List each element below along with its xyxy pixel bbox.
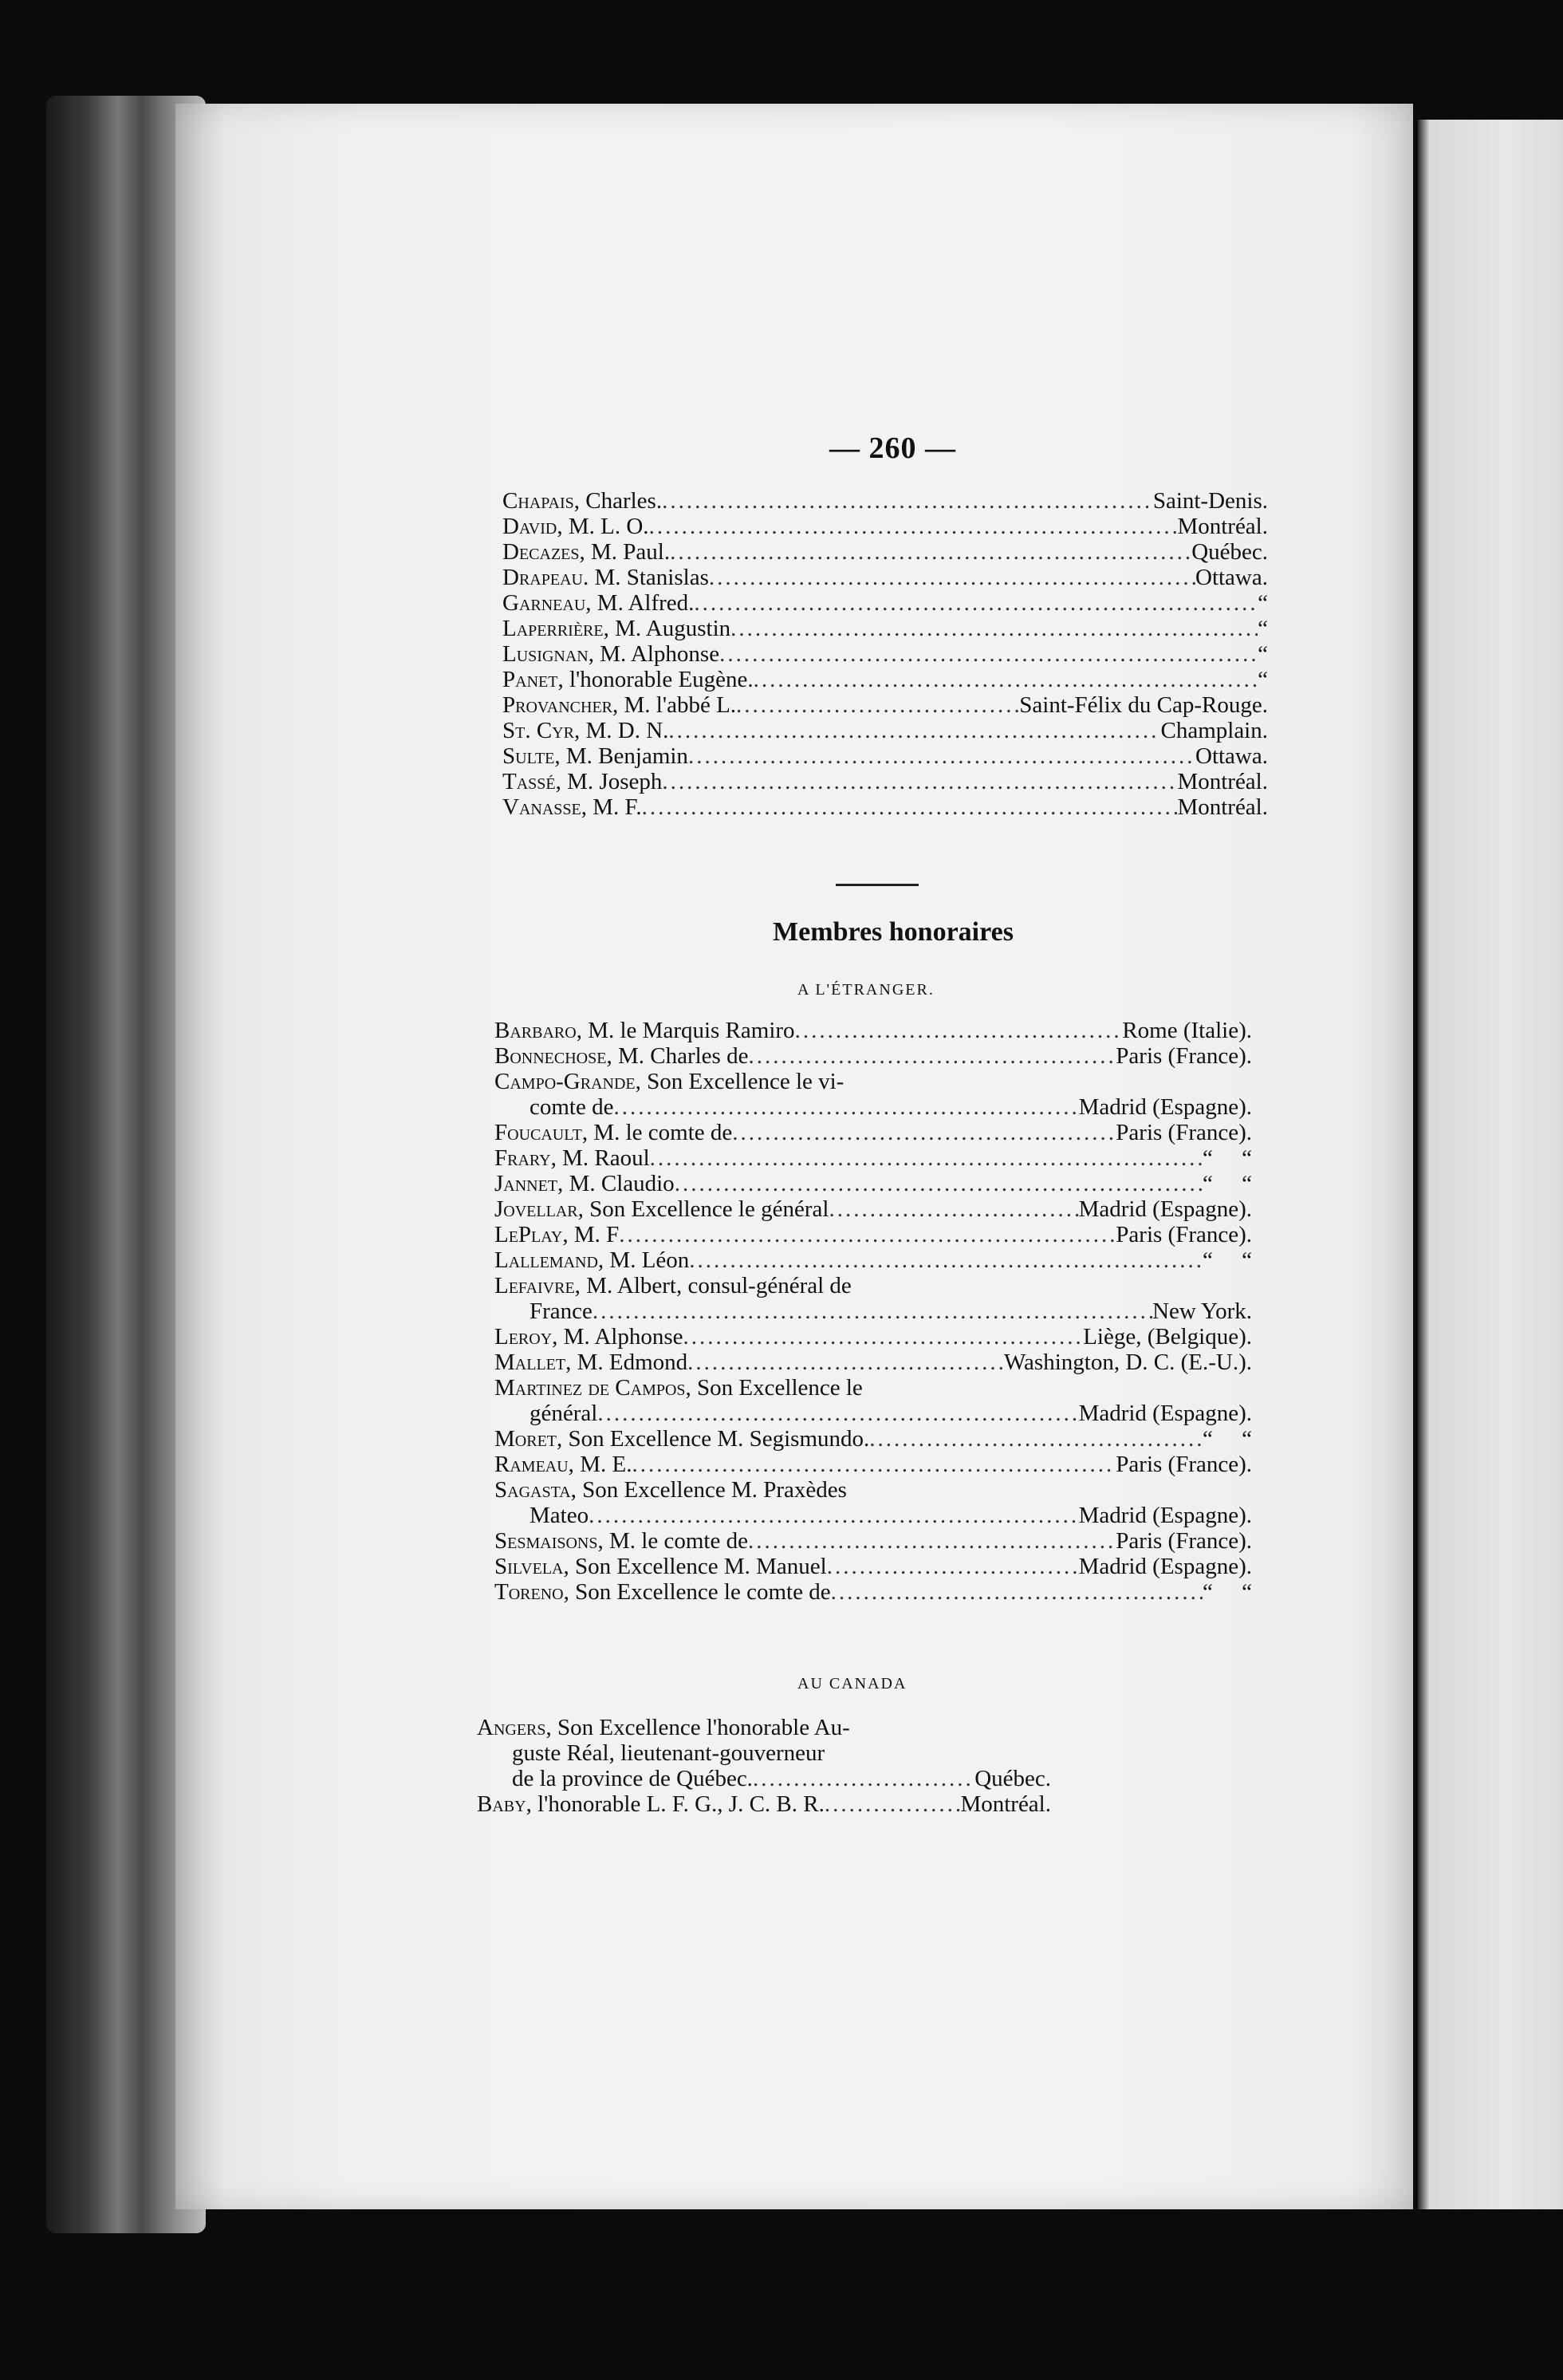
entry-surname: Sesmaisons, <box>494 1528 604 1554</box>
entry-surname: Laperrière, <box>502 616 609 641</box>
entry-name <box>494 1018 795 1043</box>
entry-name <box>502 565 709 590</box>
member-entry <box>502 641 1268 667</box>
leader-dots <box>719 641 1258 667</box>
leader-dots <box>650 1145 1203 1171</box>
entry-location: “ “ <box>1203 1145 1252 1171</box>
adjacent-page-edge <box>1418 120 1563 2209</box>
entry-given: France <box>530 1298 593 1324</box>
entry-given: Mateo <box>530 1503 589 1528</box>
entry-name <box>530 1401 597 1426</box>
entry-given: M. Alfred. <box>591 590 695 616</box>
member-entry <box>502 794 1268 820</box>
leader-dots <box>619 1222 1116 1247</box>
honorary-abroad-entry <box>494 1196 1252 1222</box>
entry-location: Paris (France). <box>1116 1452 1252 1477</box>
entry-name <box>530 1503 589 1528</box>
entry-surname: Baby, <box>477 1791 532 1817</box>
honorary-canada-entry <box>477 1791 1051 1817</box>
section-title: Membres honoraires <box>773 917 1014 947</box>
entry-location: Paris (France). <box>1116 1043 1252 1069</box>
entry-given: M. Stanislas <box>589 565 709 590</box>
leader-dots <box>632 1452 1116 1477</box>
entry-name <box>494 1579 831 1605</box>
entry-name <box>494 1222 619 1247</box>
entry-name <box>494 1247 689 1273</box>
entry-name <box>494 1554 827 1579</box>
entry-name <box>502 718 668 743</box>
section-divider <box>836 884 919 886</box>
entry-surname: Angers, <box>477 1715 552 1740</box>
entry-surname: St. Cyr, <box>502 718 581 743</box>
entry-surname: Moret, <box>494 1426 563 1452</box>
entry-location: “ “ <box>1203 1579 1252 1605</box>
entry-given: Son Excellence le <box>691 1375 863 1401</box>
entry-name <box>477 1715 850 1740</box>
entry-name <box>494 1196 829 1222</box>
entry-given: comte de <box>530 1094 614 1120</box>
leader-dots <box>736 692 1019 718</box>
entry-name <box>530 1298 593 1324</box>
entry-given: général <box>530 1401 598 1426</box>
entry-surname: Garneau, <box>502 590 592 616</box>
leader-dots <box>732 1120 1116 1145</box>
honorary-abroad-entry <box>494 1247 1252 1273</box>
entry-surname: Provancher, <box>502 692 619 718</box>
entry-given: M. Charles de <box>612 1043 749 1069</box>
entry-surname: Chapais, <box>502 488 580 514</box>
entry-location: Madrid (Espagne). <box>1078 1554 1252 1579</box>
entry-location: “ <box>1258 667 1268 692</box>
abroad-list <box>494 1018 1252 1605</box>
entry-name <box>502 590 694 616</box>
canada-heading: AU CANADA <box>797 1675 907 1692</box>
leader-dots <box>825 1791 961 1817</box>
leader-dots <box>730 616 1258 641</box>
honorary-abroad-entry <box>494 1018 1252 1043</box>
entry-location: Montréal. <box>1177 514 1268 539</box>
entry-surname: Foucault, <box>494 1120 589 1145</box>
entry-location: Ottawa. <box>1195 743 1268 769</box>
entry-given: M. Augustin <box>608 616 731 641</box>
entry-location: Saint-Denis. <box>1152 488 1268 514</box>
entry-name <box>494 1324 683 1350</box>
leader-dots <box>683 1324 1084 1350</box>
entry-location: Paris (France). <box>1116 1528 1252 1554</box>
entry-surname: Lallemand, <box>494 1247 604 1273</box>
leader-dots <box>694 590 1258 616</box>
entry-surname: Martinez de Campos, <box>494 1375 691 1401</box>
entry-location: Saint-Félix du Cap-Rouge. <box>1019 692 1268 718</box>
entry-location: Champlain. <box>1160 718 1268 743</box>
entry-name <box>494 1375 863 1401</box>
entry-surname: Sulte, <box>502 743 561 769</box>
entry-location: Paris (France). <box>1116 1222 1252 1247</box>
honorary-abroad-entry <box>494 1350 1252 1375</box>
entry-surname: Campo-Grande, <box>494 1069 641 1094</box>
entry-location: Liège, (Belgique). <box>1083 1324 1252 1350</box>
honorary-abroad-entry <box>494 1503 1252 1528</box>
entry-given: M. Paul. <box>585 539 671 565</box>
entry-surname: Mallet, <box>494 1350 572 1375</box>
entry-name <box>502 743 688 769</box>
entry-name <box>494 1477 847 1503</box>
leader-dots <box>675 1171 1203 1196</box>
entry-given: Son Excellence l'honorable Au- <box>551 1715 850 1740</box>
entry-surname: Sagasta, <box>494 1477 577 1503</box>
entry-given: M. Léon <box>604 1247 690 1273</box>
entry-given: M. Albert, consul-général de <box>580 1273 852 1298</box>
entry-name <box>512 1766 753 1791</box>
entry-given: guste Réal, lieutenant-gouverneur <box>512 1740 825 1766</box>
entry-name <box>502 616 730 641</box>
member-entry <box>502 769 1268 794</box>
entry-surname: Jannet, <box>494 1171 564 1196</box>
leader-dots <box>688 743 1195 769</box>
entry-location: Washington, D. C. (E.-U.). <box>1004 1350 1252 1375</box>
entry-name <box>502 769 662 794</box>
member-entry <box>502 539 1268 565</box>
entry-location: Montréal. <box>1177 794 1268 820</box>
entry-location: Paris (France). <box>1116 1120 1252 1145</box>
leader-dots <box>597 1401 1078 1426</box>
entry-surname: Drapeau. <box>502 565 589 590</box>
leader-dots <box>753 1766 974 1791</box>
member-entry <box>502 718 1268 743</box>
entry-name <box>502 514 649 539</box>
entry-location: Madrid (Espagne). <box>1078 1094 1252 1120</box>
leader-dots <box>748 1528 1116 1554</box>
entry-given: M. le comte de <box>588 1120 733 1145</box>
entry-surname: Leroy, <box>494 1324 558 1350</box>
honorary-abroad-entry <box>494 1324 1252 1350</box>
entry-location: New York. <box>1152 1298 1252 1324</box>
entry-location: Rome (Italie). <box>1122 1018 1252 1043</box>
leader-dots <box>662 488 1153 514</box>
entry-location: “ “ <box>1203 1247 1252 1273</box>
leader-dots <box>869 1426 1203 1452</box>
honorary-abroad-entry <box>494 1579 1252 1605</box>
leader-dots <box>668 718 1160 743</box>
entry-name <box>502 539 670 565</box>
honorary-canada-entry <box>477 1740 1051 1766</box>
honorary-abroad-entry <box>494 1477 1252 1503</box>
entry-name <box>494 1145 650 1171</box>
canada-list <box>477 1715 1051 1817</box>
entry-given: M. F <box>568 1222 620 1247</box>
entry-name <box>494 1171 675 1196</box>
honorary-abroad-entry <box>494 1528 1252 1554</box>
leader-dots <box>829 1196 1078 1222</box>
entry-surname: Bonnechose, <box>494 1043 612 1069</box>
entry-name <box>512 1740 825 1766</box>
entry-given: M. L. O. <box>562 514 649 539</box>
entry-name <box>494 1350 687 1375</box>
entry-name <box>502 692 736 718</box>
leader-dots <box>687 1350 1004 1375</box>
members-list <box>502 488 1268 820</box>
honorary-canada-entry <box>477 1715 1051 1740</box>
member-entry <box>502 667 1268 692</box>
honorary-abroad-entry <box>494 1554 1252 1579</box>
entry-given: M. l'abbé L. <box>618 692 737 718</box>
entry-surname: Vanasse, <box>502 794 587 820</box>
entry-given: l'honorable Eugène. <box>563 667 754 692</box>
entry-name <box>477 1791 825 1817</box>
honorary-abroad-entry <box>494 1120 1252 1145</box>
leader-dots <box>831 1579 1203 1605</box>
entry-name <box>494 1426 869 1452</box>
entry-given: M. D. N. <box>580 718 669 743</box>
leader-dots <box>593 1298 1152 1324</box>
honorary-abroad-entry <box>494 1069 1252 1094</box>
entry-location: Montréal. <box>960 1791 1051 1817</box>
entry-location: Québec. <box>1191 539 1268 565</box>
honorary-abroad-entry <box>494 1401 1252 1426</box>
entry-name <box>494 1528 748 1554</box>
entry-location: Ottawa. <box>1195 565 1268 590</box>
entry-location: “ <box>1258 590 1268 616</box>
entry-given: M. le Marquis Ramiro <box>581 1018 795 1043</box>
entry-given: M. E. <box>573 1452 632 1477</box>
entry-location: Madrid (Espagne). <box>1078 1196 1252 1222</box>
entry-surname: LePlay, <box>494 1222 569 1247</box>
member-entry <box>502 616 1268 641</box>
entry-surname: Rameau, <box>494 1452 574 1477</box>
member-entry <box>502 488 1268 514</box>
leader-dots <box>649 514 1178 539</box>
leader-dots <box>748 1043 1116 1069</box>
entry-given: Son Excellence M. Manuel <box>569 1554 827 1579</box>
leader-dots <box>670 539 1191 565</box>
leader-dots <box>795 1018 1123 1043</box>
entry-given: M. Edmond <box>571 1350 688 1375</box>
honorary-abroad-entry <box>494 1222 1252 1247</box>
abroad-heading: A L'ÉTRANGER. <box>797 981 935 999</box>
entry-location: “ <box>1258 616 1268 641</box>
honorary-canada-entry <box>477 1766 1051 1791</box>
member-entry <box>502 565 1268 590</box>
leader-dots <box>642 794 1178 820</box>
entry-surname: Lusignan, <box>502 641 594 667</box>
member-entry <box>502 590 1268 616</box>
member-entry <box>502 743 1268 769</box>
leader-dots <box>827 1554 1079 1579</box>
entry-given: l'honorable L. F. G., J. C. B. R. <box>531 1791 825 1817</box>
entry-name <box>494 1452 632 1477</box>
leader-dots <box>662 769 1177 794</box>
member-entry <box>502 692 1268 718</box>
honorary-abroad-entry <box>494 1298 1252 1324</box>
leader-dots <box>689 1247 1203 1273</box>
entry-location: “ “ <box>1203 1171 1252 1196</box>
member-entry <box>502 514 1268 539</box>
honorary-abroad-entry <box>494 1145 1252 1171</box>
entry-given: M. le comte de <box>603 1528 748 1554</box>
leader-dots <box>754 667 1258 692</box>
entry-surname: Frary, <box>494 1145 557 1171</box>
entry-given: M. Alphonse <box>593 641 720 667</box>
entry-given: M. Joseph <box>561 769 663 794</box>
entry-given: M. Raoul <box>556 1145 650 1171</box>
entry-given: M. Alphonse <box>557 1324 683 1350</box>
honorary-abroad-entry <box>494 1375 1252 1401</box>
entry-name <box>494 1273 852 1298</box>
leader-dots <box>709 565 1195 590</box>
entry-given: de la province de Québec. <box>512 1766 753 1791</box>
leader-dots <box>589 1503 1078 1528</box>
honorary-abroad-entry <box>494 1452 1252 1477</box>
entry-surname: Tassé, <box>502 769 561 794</box>
entry-name <box>502 641 719 667</box>
entry-location: “ “ <box>1203 1426 1252 1452</box>
entry-location: Madrid (Espagne). <box>1078 1503 1252 1528</box>
honorary-abroad-entry <box>494 1426 1252 1452</box>
entry-location: Montréal. <box>1177 769 1268 794</box>
entry-given: Son Excellence le général <box>583 1196 829 1222</box>
entry-location: “ <box>1258 641 1268 667</box>
entry-surname: Silvela, <box>494 1554 569 1579</box>
entry-given: Son Excellence le vi- <box>640 1069 844 1094</box>
entry-given: M. F. <box>587 794 642 820</box>
entry-given: Charles. <box>580 488 663 514</box>
entry-given: M. Benjamin <box>560 743 688 769</box>
entry-name <box>502 794 642 820</box>
honorary-abroad-entry <box>494 1171 1252 1196</box>
entry-surname: Lefaivre, <box>494 1273 581 1298</box>
entry-surname: Jovellar, <box>494 1196 584 1222</box>
entry-surname: David, <box>502 514 563 539</box>
entry-given: Son Excellence M. Segismundo. <box>562 1426 870 1452</box>
honorary-abroad-entry <box>494 1094 1252 1120</box>
entry-given: M. Claudio <box>563 1171 675 1196</box>
entry-name <box>530 1094 613 1120</box>
honorary-abroad-entry <box>494 1043 1252 1069</box>
entry-surname: Decazes, <box>502 539 585 565</box>
entry-name <box>494 1043 748 1069</box>
entry-location: Québec. <box>974 1766 1051 1791</box>
page-number: — 260 — <box>829 431 956 465</box>
entry-name <box>502 488 662 514</box>
entry-name <box>494 1120 732 1145</box>
entry-name <box>494 1069 844 1094</box>
entry-location: Madrid (Espagne). <box>1078 1401 1252 1426</box>
entry-surname: Toreno, <box>494 1579 569 1605</box>
leader-dots <box>613 1094 1078 1120</box>
entry-surname: Panet, <box>502 667 564 692</box>
entry-name <box>502 667 754 692</box>
entry-given: Son Excellence M. Praxèdes <box>576 1477 847 1503</box>
entry-surname: Barbaro, <box>494 1018 582 1043</box>
entry-given: Son Excellence le comte de <box>569 1579 831 1605</box>
honorary-abroad-entry <box>494 1273 1252 1298</box>
